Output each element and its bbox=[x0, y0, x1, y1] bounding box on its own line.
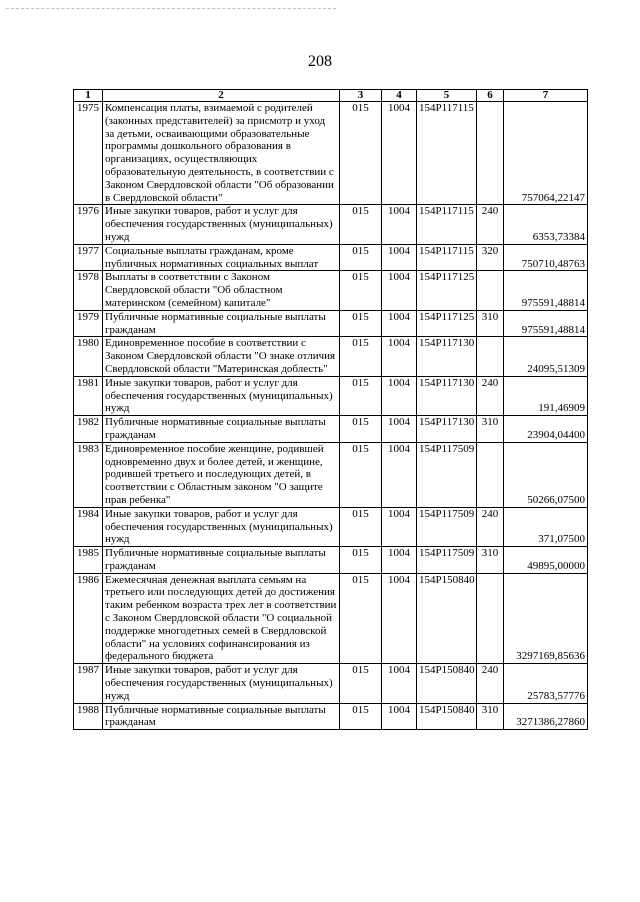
table-row bbox=[74, 416, 588, 443]
row-expense-type bbox=[477, 102, 504, 205]
row-target-code: 154P150840 bbox=[417, 703, 477, 730]
row-expense-type: 310 bbox=[477, 547, 504, 574]
row-expense-type: 310 bbox=[477, 416, 504, 443]
row-section-code: 1004 bbox=[382, 271, 417, 310]
row-target-code: 154P150840 bbox=[417, 664, 477, 703]
row-number: 1988 bbox=[74, 703, 103, 730]
row-amount: 3297169,85636 bbox=[504, 573, 588, 664]
row-grbs-code: 015 bbox=[340, 102, 382, 205]
table-row bbox=[74, 244, 588, 271]
row-amount: 371,07500 bbox=[504, 507, 588, 546]
column-header: 2 bbox=[103, 90, 340, 102]
row-target-code: 154P117509 bbox=[417, 547, 477, 574]
row-name: Единовременное пособие в соответствии с Законом Свердловской области "О знаке отличия Свердловской области "Материнская доблесть" bbox=[103, 337, 340, 376]
row-name: Публичные нормативные социальные выплаты гражданам bbox=[103, 310, 340, 337]
row-section-code: 1004 bbox=[382, 442, 417, 507]
row-number: 1983 bbox=[74, 442, 103, 507]
row-target-code: 154P117130 bbox=[417, 416, 477, 443]
row-amount: 975591,48814 bbox=[504, 310, 588, 337]
table-row bbox=[74, 664, 588, 703]
row-section-code: 1004 bbox=[382, 416, 417, 443]
row-amount: 50266,07500 bbox=[504, 442, 588, 507]
row-expense-type: 320 bbox=[477, 244, 504, 271]
row-grbs-code: 015 bbox=[340, 244, 382, 271]
row-amount: 24095,51309 bbox=[504, 337, 588, 376]
column-header: 5 bbox=[417, 90, 477, 102]
row-target-code: 154P117115 bbox=[417, 244, 477, 271]
row-section-code: 1004 bbox=[382, 573, 417, 664]
row-number: 1984 bbox=[74, 507, 103, 546]
row-number: 1985 bbox=[74, 547, 103, 574]
row-name: Иные закупки товаров, работ и услуг для обеспечения государственных (муниципальных) нужд bbox=[103, 507, 340, 546]
column-header: 6 bbox=[477, 90, 504, 102]
row-grbs-code: 015 bbox=[340, 573, 382, 664]
row-grbs-code: 015 bbox=[340, 416, 382, 443]
row-section-code: 1004 bbox=[382, 703, 417, 730]
row-expense-type: 240 bbox=[477, 664, 504, 703]
row-section-code: 1004 bbox=[382, 664, 417, 703]
row-name: Компенсация платы, взимаемой с родителей (законных представителей) за присмотр и уход за детьми, осваивающими образовательные программы дошкольного образования в организациях, осуществляющих образовательную деятельность, в соответствии с Законом Свердловской области "Об образовании в Свердловской области" bbox=[103, 102, 340, 205]
column-header: 4 bbox=[382, 90, 417, 102]
table-row bbox=[74, 102, 588, 205]
row-expense-type bbox=[477, 271, 504, 310]
row-name: Публичные нормативные социальные выплаты гражданам bbox=[103, 703, 340, 730]
row-grbs-code: 015 bbox=[340, 205, 382, 244]
row-amount: 191,46909 bbox=[504, 376, 588, 415]
column-header: 7 bbox=[504, 90, 588, 102]
row-expense-type: 240 bbox=[477, 376, 504, 415]
row-target-code: 154P150840 bbox=[417, 573, 477, 664]
column-header: 1 bbox=[74, 90, 103, 102]
row-section-code: 1004 bbox=[382, 507, 417, 546]
row-name: Выплаты в соответствии с Законом Свердловской области "Об областном материнском (семейном) капитале" bbox=[103, 271, 340, 310]
row-target-code: 154P117509 bbox=[417, 442, 477, 507]
row-name: Публичные нормативные социальные выплаты гражданам bbox=[103, 416, 340, 443]
row-grbs-code: 015 bbox=[340, 442, 382, 507]
row-amount: 49895,00000 bbox=[504, 547, 588, 574]
row-amount: 23904,04400 bbox=[504, 416, 588, 443]
row-target-code: 154P117130 bbox=[417, 337, 477, 376]
row-grbs-code: 015 bbox=[340, 664, 382, 703]
row-number: 1980 bbox=[74, 337, 103, 376]
row-amount: 757064,22147 bbox=[504, 102, 588, 205]
row-grbs-code: 015 bbox=[340, 310, 382, 337]
row-number: 1982 bbox=[74, 416, 103, 443]
row-amount: 3271386,27860 bbox=[504, 703, 588, 730]
row-grbs-code: 015 bbox=[340, 337, 382, 376]
row-number: 1987 bbox=[74, 664, 103, 703]
row-amount: 6353,73384 bbox=[504, 205, 588, 244]
row-expense-type: 240 bbox=[477, 205, 504, 244]
row-number: 1975 bbox=[74, 102, 103, 205]
row-section-code: 1004 bbox=[382, 376, 417, 415]
table-row bbox=[74, 271, 588, 310]
row-section-code: 1004 bbox=[382, 102, 417, 205]
row-name: Публичные нормативные социальные выплаты гражданам bbox=[103, 547, 340, 574]
table-row bbox=[74, 573, 588, 664]
row-amount: 25783,57776 bbox=[504, 664, 588, 703]
row-expense-type bbox=[477, 337, 504, 376]
row-target-code: 154P117125 bbox=[417, 271, 477, 310]
row-grbs-code: 015 bbox=[340, 547, 382, 574]
table-row bbox=[74, 310, 588, 337]
row-section-code: 1004 bbox=[382, 310, 417, 337]
table-header-row bbox=[74, 90, 588, 102]
row-grbs-code: 015 bbox=[340, 507, 382, 546]
row-name: Социальные выплаты гражданам, кроме публичных нормативных социальных выплат bbox=[103, 244, 340, 271]
table-row bbox=[74, 376, 588, 415]
table-row bbox=[74, 547, 588, 574]
table-row bbox=[74, 507, 588, 546]
row-target-code: 154P117115 bbox=[417, 205, 477, 244]
row-expense-type: 240 bbox=[477, 507, 504, 546]
row-grbs-code: 015 bbox=[340, 271, 382, 310]
row-number: 1978 bbox=[74, 271, 103, 310]
column-header: 3 bbox=[340, 90, 382, 102]
row-target-code: 154P117115 bbox=[417, 102, 477, 205]
row-target-code: 154P117130 bbox=[417, 376, 477, 415]
row-section-code: 1004 bbox=[382, 205, 417, 244]
row-expense-type: 310 bbox=[477, 703, 504, 730]
row-number: 1976 bbox=[74, 205, 103, 244]
row-name: Иные закупки товаров, работ и услуг для обеспечения государственных (муниципальных) нужд bbox=[103, 664, 340, 703]
row-name: Иные закупки товаров, работ и услуг для обеспечения государственных (муниципальных) нужд bbox=[103, 376, 340, 415]
row-section-code: 1004 bbox=[382, 337, 417, 376]
budget-table bbox=[73, 89, 588, 730]
row-name: Единовременное пособие женщине, родившей одновременно двух и более детей, и женщине, родившей третьего и последующих детей, в соответствии с Областным законом "О защите прав ребенка" bbox=[103, 442, 340, 507]
row-target-code: 154P117509 bbox=[417, 507, 477, 546]
row-section-code: 1004 bbox=[382, 547, 417, 574]
row-grbs-code: 015 bbox=[340, 376, 382, 415]
row-number: 1986 bbox=[74, 573, 103, 664]
table-row bbox=[74, 205, 588, 244]
table-row bbox=[74, 337, 588, 376]
scan-top-edge bbox=[6, 8, 336, 9]
table-row bbox=[74, 442, 588, 507]
row-amount: 975591,48814 bbox=[504, 271, 588, 310]
row-section-code: 1004 bbox=[382, 244, 417, 271]
row-number: 1981 bbox=[74, 376, 103, 415]
row-expense-type bbox=[477, 573, 504, 664]
row-grbs-code: 015 bbox=[340, 703, 382, 730]
row-name: Иные закупки товаров, работ и услуг для обеспечения государственных (муниципальных) нужд bbox=[103, 205, 340, 244]
row-amount: 750710,48763 bbox=[504, 244, 588, 271]
row-name: Ежемесячная денежная выплата семьям на третьего или последующих детей до достижения таким ребенком возраста трех лет в соответствии с Законом Свердловской области "О социальной поддержке многодетных семей в Свердловской области" на условиях софинансирования из федерального бюджета bbox=[103, 573, 340, 664]
row-number: 1979 bbox=[74, 310, 103, 337]
table-row bbox=[74, 703, 588, 730]
row-number: 1977 bbox=[74, 244, 103, 271]
page-number: 208 bbox=[308, 53, 332, 70]
row-expense-type bbox=[477, 442, 504, 507]
row-expense-type: 310 bbox=[477, 310, 504, 337]
row-target-code: 154P117125 bbox=[417, 310, 477, 337]
